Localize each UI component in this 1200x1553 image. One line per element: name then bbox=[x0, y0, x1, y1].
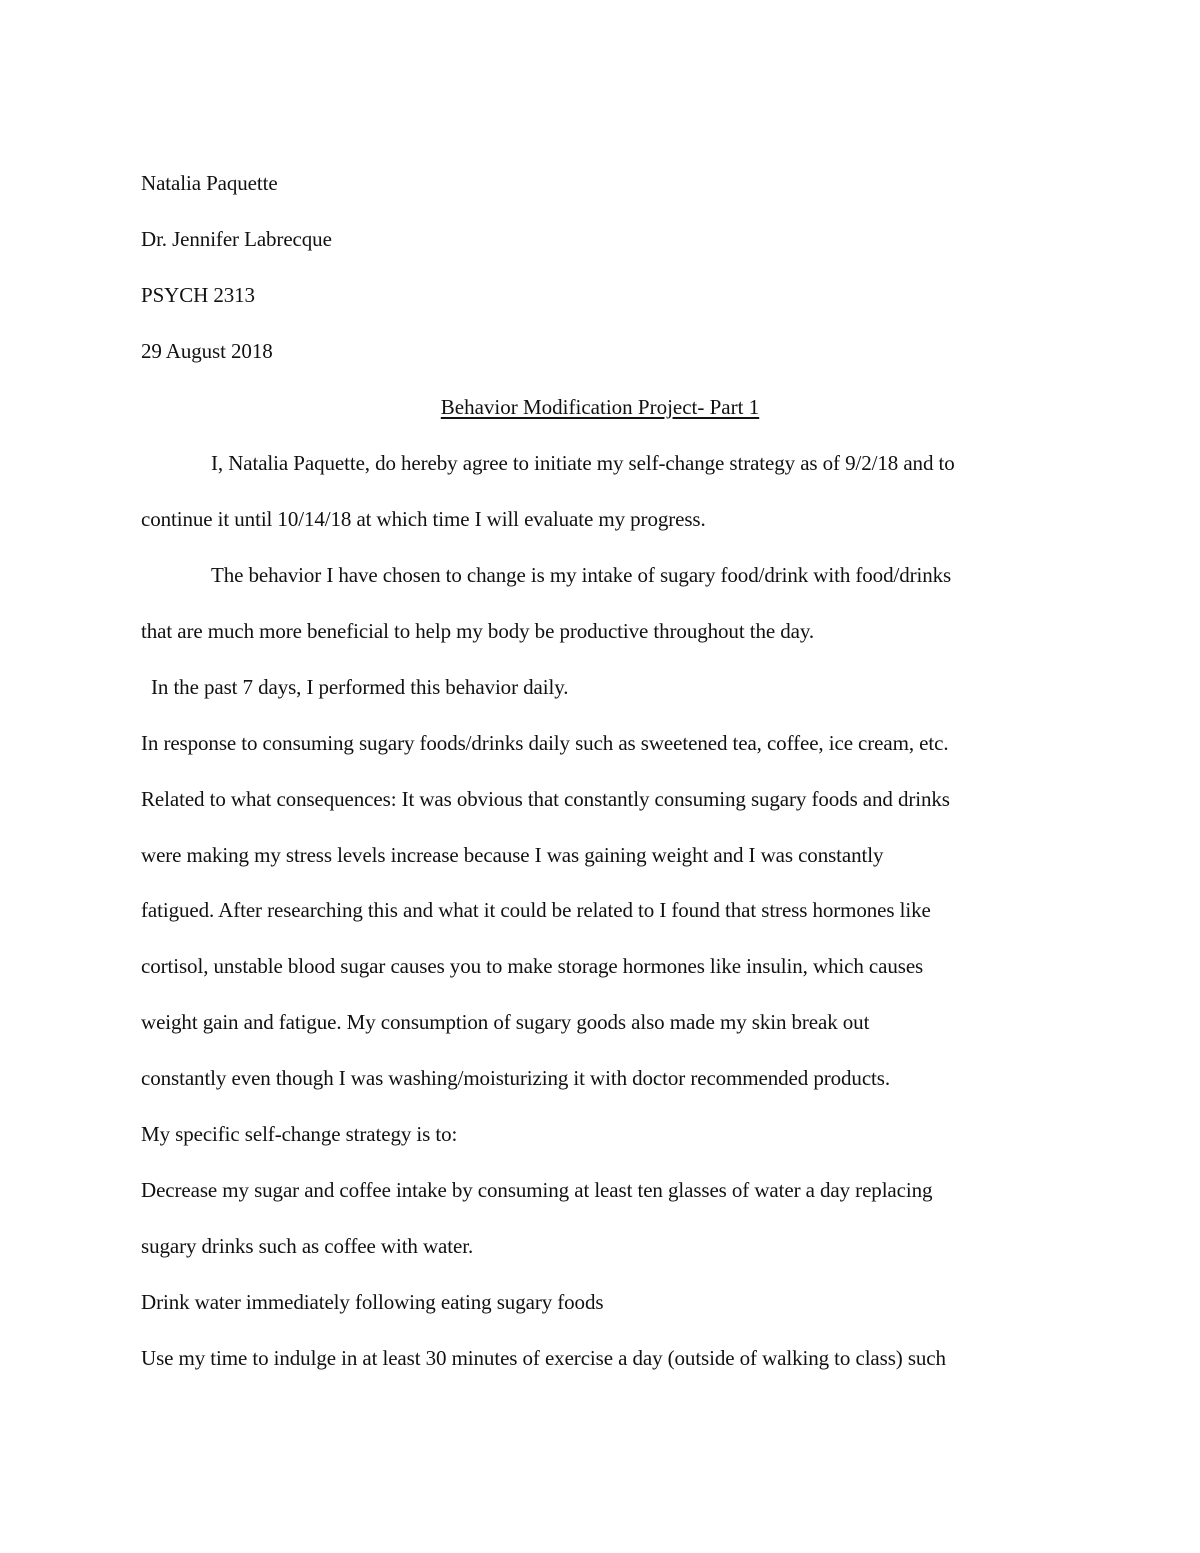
body-line: In response to consuming sugary foods/drinks daily such as sweetened tea, coffee, ice cream, etc. bbox=[141, 731, 949, 755]
document-title: Behavior Modification Project- Part 1 bbox=[440, 395, 760, 419]
body-line: weight gain and fatigue. My consumption of sugary goods also made my skin break out bbox=[141, 1010, 870, 1034]
body-line: Decrease my sugar and coffee intake by consuming at least ten glasses of water a day replacing bbox=[141, 1178, 933, 1202]
body-line: sugary drinks such as coffee with water. bbox=[141, 1234, 474, 1258]
body-line: My specific self-change strategy is to: bbox=[141, 1122, 458, 1146]
body-line: In the past 7 days, I performed this behavior daily. bbox=[151, 675, 569, 699]
body-line: The behavior I have chosen to change is my intake of sugary food/drink with food/drinks bbox=[211, 563, 952, 587]
body-line: Use my time to indulge in at least 30 minutes of exercise a day (outside of walking to class) such bbox=[141, 1346, 946, 1370]
course-code: PSYCH 2313 bbox=[141, 283, 255, 307]
body-line: Related to what consequences: It was obvious that constantly consuming sugary foods and drinks bbox=[141, 787, 950, 811]
body-line: that are much more beneficial to help my body be productive throughout the day. bbox=[141, 619, 815, 643]
body-line: were making my stress levels increase because I was gaining weight and I was constantly bbox=[141, 843, 884, 867]
body-line: cortisol, unstable blood sugar causes you to make storage hormones like insulin, which causes bbox=[141, 954, 924, 978]
instructor-name: Dr. Jennifer Labrecque bbox=[141, 227, 332, 251]
body-line: fatigued. After researching this and what it could be related to I found that stress hormones like bbox=[141, 898, 931, 922]
body-line: constantly even though I was washing/moisturizing it with doctor recommended products. bbox=[141, 1066, 891, 1090]
student-name: Natalia Paquette bbox=[141, 171, 278, 195]
document-date: 29 August 2018 bbox=[141, 339, 273, 363]
body-line: continue it until 10/14/18 at which time I will evaluate my progress. bbox=[141, 507, 706, 531]
body-line: Drink water immediately following eating sugary foods bbox=[141, 1290, 604, 1314]
body-line: I, Natalia Paquette, do hereby agree to initiate my self-change strategy as of 9/2/18 and to bbox=[211, 451, 955, 475]
